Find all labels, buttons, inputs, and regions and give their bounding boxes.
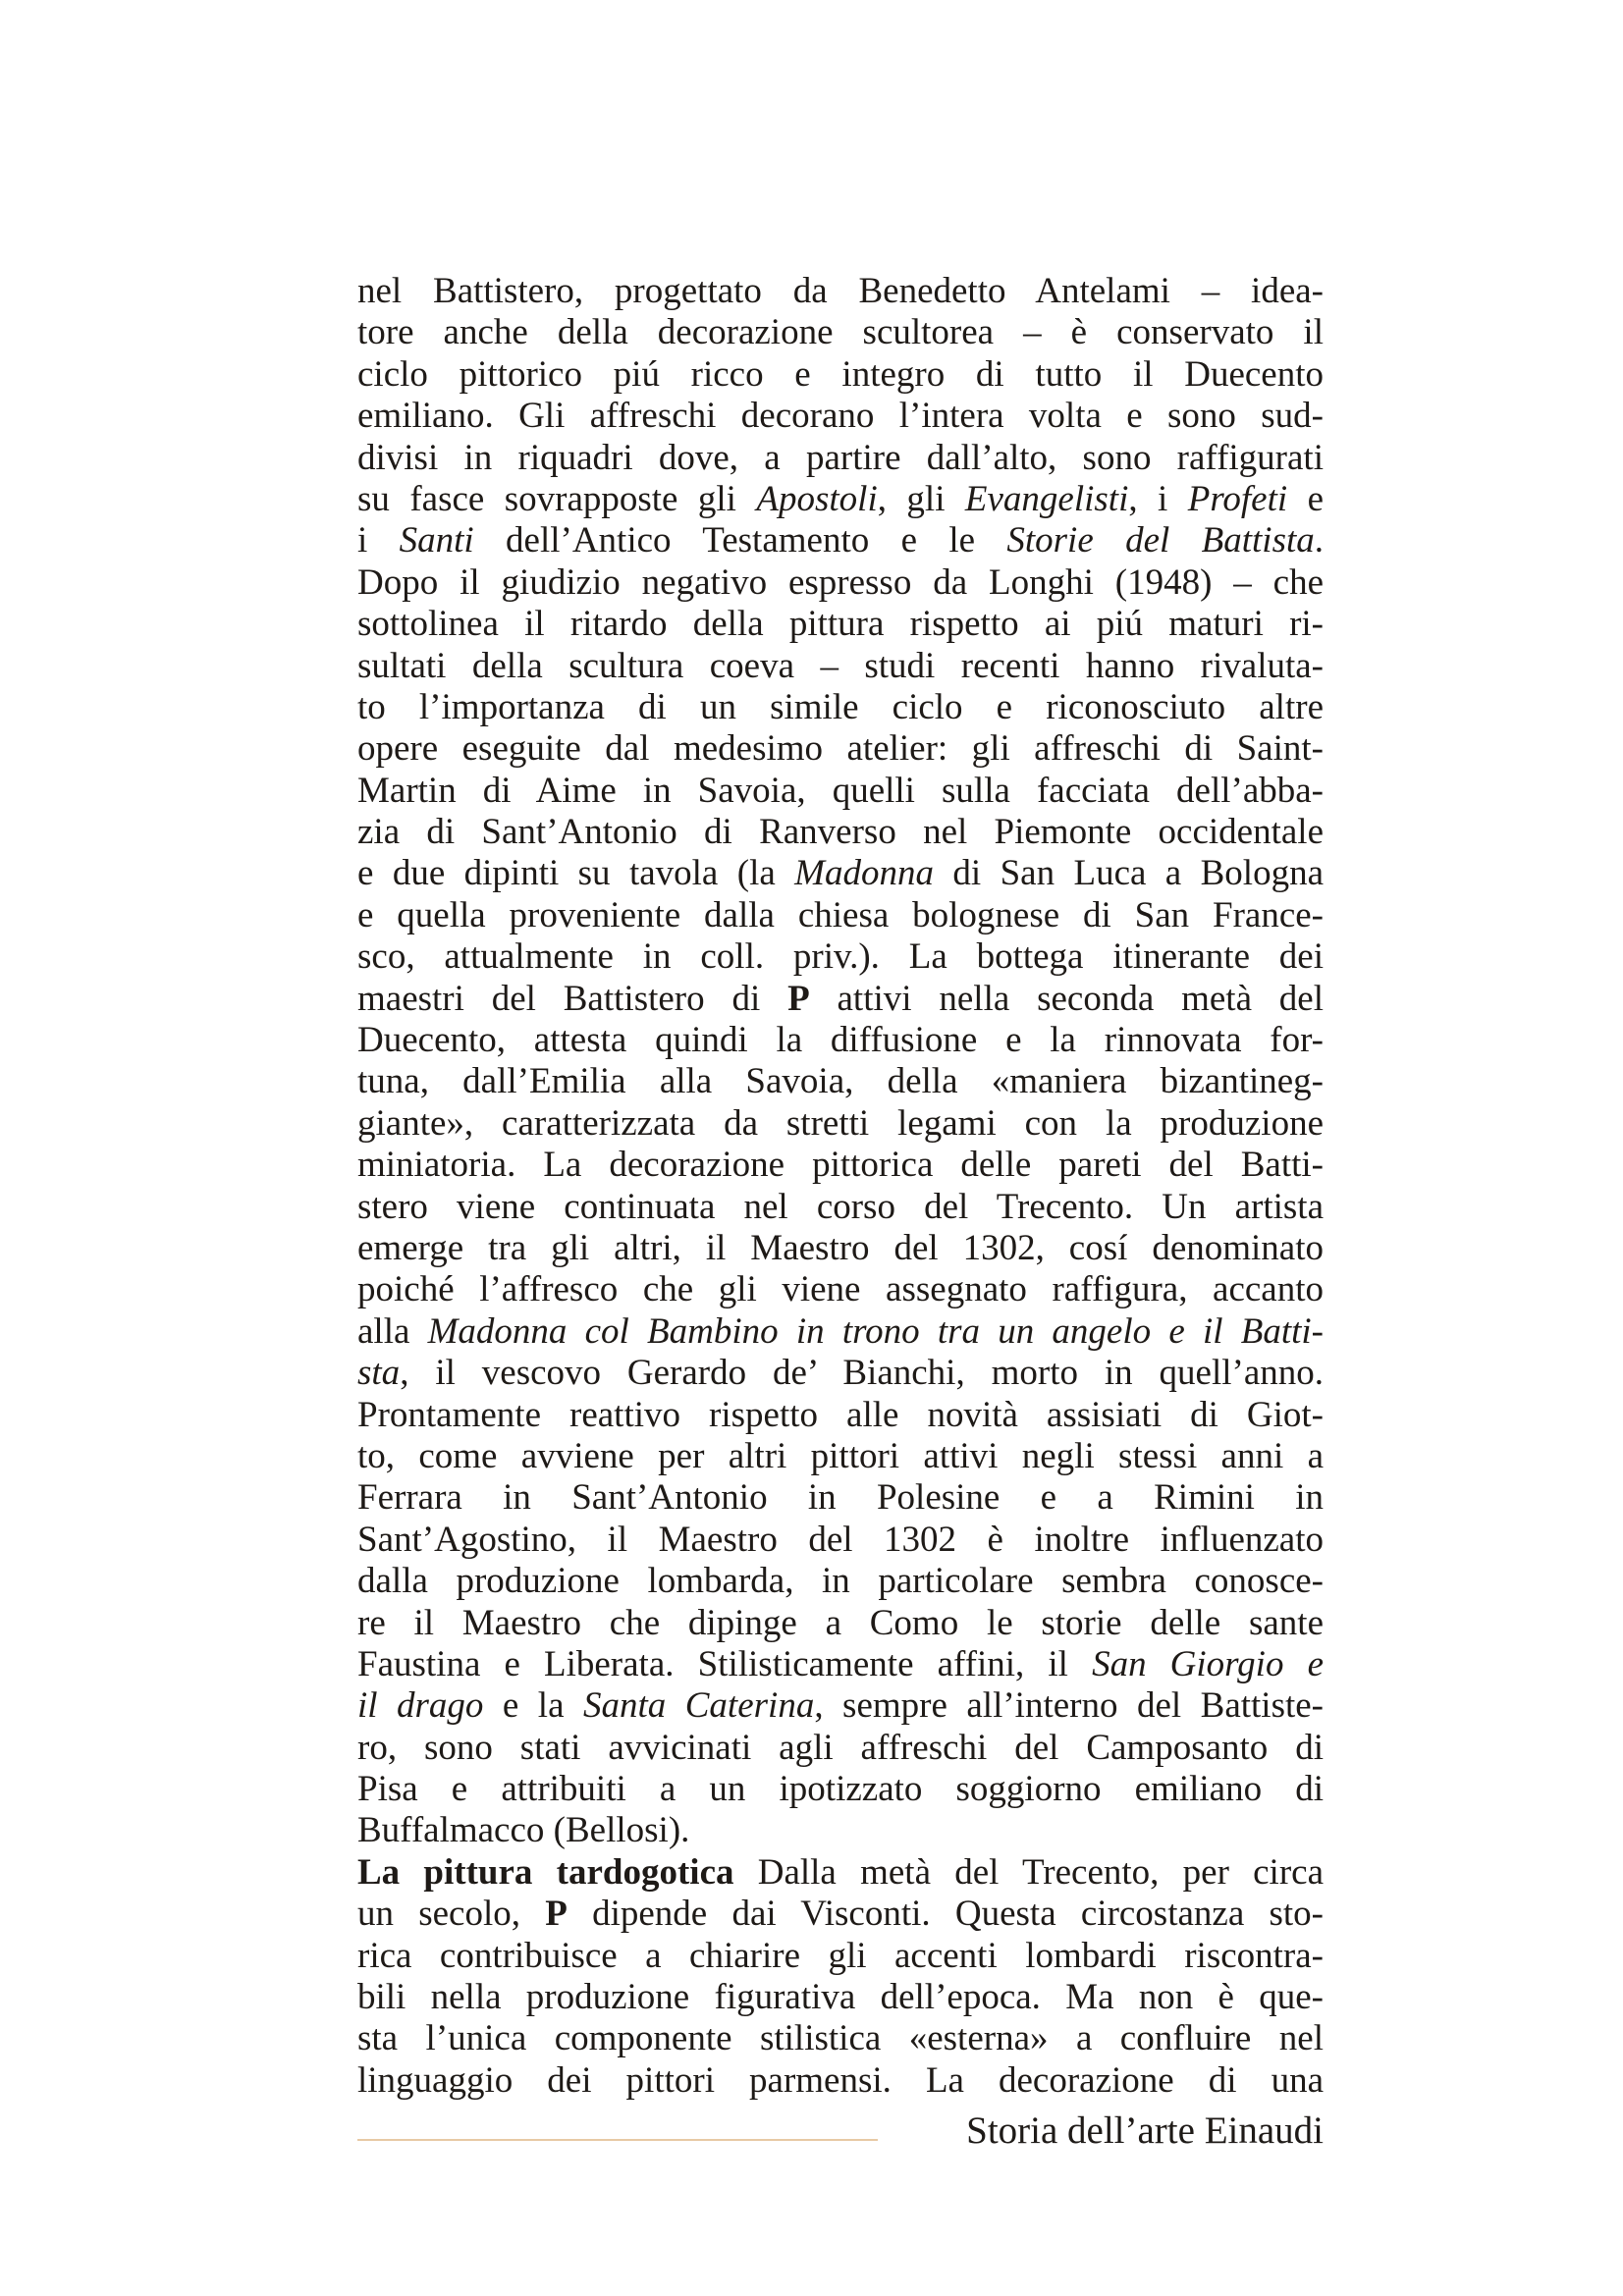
text-line	[357, 1353, 1324, 1394]
text-line	[357, 1852, 1324, 1894]
text-run: Ferrara in Sant’Antonio in Polesine e a Rimini in	[357, 1477, 1324, 1519]
text-line	[357, 1145, 1324, 1186]
text-line	[357, 1477, 1324, 1519]
text-run: un secolo,	[357, 1894, 546, 1935]
text-run: sottolinea il ritardo della pittura rispetto ai piú maturi ri-	[357, 604, 1324, 645]
main-text-column	[357, 271, 1324, 2102]
text-line	[357, 1228, 1324, 1269]
text-run: nel Battistero, progettato da Benedetto Antelami – idea-	[357, 271, 1324, 311]
text-run: rica contribuisce a chiarire gli accenti lombardi riscontra-	[357, 1935, 1324, 1976]
page-footer	[357, 2109, 1324, 2167]
text-line	[357, 1187, 1324, 1228]
text-run: bili nella produzione figurativa dell’epoca. Ma non è que-	[357, 1977, 1324, 2018]
text-run: Duecento, attesta quindi la diffusione e la rinnovata for-	[357, 1020, 1324, 1061]
text-line	[357, 2018, 1324, 2059]
text-run: Buffalmacco (Bellosi).	[357, 1810, 690, 1851]
text-line	[357, 771, 1324, 812]
text-run: divisi in riquadri dove, a partire dall’alto, sono raffigurati	[357, 437, 1324, 478]
text-run: dalla produzione lombarda, in particolare sembra conosce-	[357, 1561, 1324, 1602]
text-run: emerge tra gli altri, il Maestro del 1302, cosí denominato	[357, 1227, 1324, 1268]
text-run: sco, attualmente in coll. priv.). La bottega itinerante dei	[357, 936, 1324, 978]
footer-divider	[357, 2139, 878, 2141]
italic-text: San Giorgio e	[1092, 1643, 1324, 1684]
text-run: tore anche della decorazione scultorea – è conservato il	[357, 312, 1324, 353]
text-run: , gli	[877, 478, 965, 519]
text-run: Dalla metà del Trecento, per circa	[733, 1851, 1324, 1893]
text-run: to l’importanza di un simile ciclo e riconosciuto altre	[357, 686, 1324, 727]
text-run: .	[1314, 520, 1325, 561]
text-run: dell’Antico Testamento e le	[473, 520, 1007, 561]
text-run: miniatoria. La decorazione pittorica delle pareti del Batti-	[357, 1145, 1324, 1186]
text-run: su fasce sovrapposte gli	[357, 478, 757, 519]
text-line	[357, 936, 1324, 978]
text-run: , i	[1128, 478, 1188, 519]
text-line	[357, 2060, 1324, 2102]
text-line	[357, 1269, 1324, 1310]
text-line	[357, 1020, 1324, 1061]
text-run: to, come avviene per altri pittori attivi negli stessi anni a	[357, 1435, 1324, 1476]
text-run: attivi nella seconda metà del	[809, 978, 1325, 1019]
italic-text: il drago	[357, 1685, 484, 1727]
text-run: Pisa e attribuiti a un ipotizzato soggiorno emiliano di	[357, 1769, 1324, 1810]
text-line	[357, 1520, 1324, 1561]
text-run: ro, sono stati avvicinati agli affreschi del Camposanto di	[357, 1727, 1324, 1768]
text-run: re il Maestro che dipinge a Como le storie delle sante	[357, 1602, 1324, 1643]
text-line	[357, 853, 1324, 894]
text-line	[357, 1603, 1324, 1644]
text-line	[357, 1936, 1324, 1977]
italic-text: Apostoli	[756, 478, 878, 519]
text-run: e due dipinti su tavola (la	[357, 853, 795, 894]
text-line	[357, 604, 1324, 645]
text-line	[357, 1685, 1324, 1727]
text-run: , il vescovo Gerardo de’ Bianchi, morto in quell’anno.	[400, 1353, 1324, 1394]
italic-text: Santa Caterina	[583, 1685, 815, 1727]
text-line	[357, 479, 1324, 520]
text-line	[357, 895, 1324, 936]
text-run: zia di Sant’Antonio di Ranverso nel Piemonte occidentale	[357, 812, 1324, 853]
text-run: i	[357, 520, 400, 561]
italic-text: Santi	[399, 520, 474, 561]
text-run: poiché l’affresco che gli viene assegnato raffigura, accanto	[357, 1269, 1324, 1310]
italic-text: Storie del Battista	[1006, 520, 1315, 561]
text-line	[357, 520, 1324, 561]
text-run: , sempre all’interno del Battiste-	[814, 1685, 1324, 1727]
text-line	[357, 1061, 1324, 1102]
text-line	[357, 271, 1324, 312]
text-line	[357, 646, 1324, 687]
text-run: tuna, dall’Emilia alla Savoia, della «maniera bizantineg-	[357, 1061, 1324, 1102]
text-run: linguaggio dei pittori parmensi. La decorazione di una	[357, 2059, 1324, 2101]
text-run: Prontamente reattivo rispetto alle novità assisiati di Giot-	[357, 1394, 1324, 1435]
italic-text: Evangelisti	[964, 478, 1129, 519]
text-run: e la	[483, 1685, 583, 1727]
text-line	[357, 312, 1324, 353]
text-run: sta l’unica componente stilistica «esterna» a confluire nel	[357, 2018, 1324, 2059]
text-line	[357, 562, 1324, 604]
text-run: opere eseguite dal medesimo atelier: gli affreschi di Saint-	[357, 728, 1324, 770]
text-run: Faustina e Liberata. Stilisticamente affini, il	[357, 1643, 1093, 1684]
text-line	[357, 1436, 1324, 1477]
text-run: Sant’Agostino, il Maestro del 1302 è inoltre influenzato	[357, 1519, 1324, 1560]
text-run: emiliano. Gli affreschi decorano l’intera volta e sono sud-	[357, 396, 1324, 437]
text-line	[357, 728, 1324, 770]
text-line	[357, 1810, 1324, 1851]
text-line	[357, 1395, 1324, 1436]
text-run: giante», caratterizzata da stretti legami con la produzione	[357, 1102, 1324, 1144]
text-run: Martin di Aime in Savoia, quelli sulla facciata dell’abba-	[357, 770, 1324, 811]
text-run: Dopo il giudizio negativo espresso da Longhi (1948) – che	[357, 561, 1324, 603]
italic-text: Profeti	[1187, 478, 1288, 519]
text-line	[357, 1894, 1324, 1935]
text-line	[357, 1644, 1324, 1685]
footer-book-title: Storia dell’arte Einaudi	[966, 2109, 1324, 2152]
text-line	[357, 354, 1324, 396]
text-line	[357, 687, 1324, 728]
text-line	[357, 1561, 1324, 1602]
text-line	[357, 396, 1324, 437]
text-line	[357, 1977, 1324, 2018]
bold-text: P	[545, 1894, 568, 1935]
text-run: e	[1287, 478, 1325, 519]
text-line	[357, 1769, 1324, 1810]
bold-text: La pittura tardogotica	[357, 1851, 734, 1893]
text-line	[357, 1728, 1324, 1769]
text-run: ciclo pittorico piú ricco e integro di tutto il Duecento	[357, 353, 1324, 395]
text-run: stero viene continuata nel corso del Trecento. Un artista	[357, 1186, 1324, 1227]
italic-text: sta	[357, 1353, 401, 1394]
text-line	[357, 1103, 1324, 1145]
text-run: alla	[357, 1310, 428, 1352]
text-run: sultati della scultura coeva – studi recenti hanno rivaluta-	[357, 645, 1324, 686]
text-run: dipende dai Visconti. Questa circostanza sto-	[567, 1894, 1324, 1935]
text-line	[357, 812, 1324, 853]
text-line	[357, 438, 1324, 479]
bold-text: P	[787, 978, 810, 1019]
text-run: di San Luca a Bologna	[934, 853, 1325, 894]
text-line	[357, 979, 1324, 1020]
text-run: e quella proveniente dalla chiesa bolognese di San France-	[357, 894, 1324, 935]
italic-text: Madonna col Bambino in trono tra un angelo e il Batti-	[427, 1310, 1324, 1352]
text-line	[357, 1311, 1324, 1353]
text-run: maestri del Battistero di	[357, 978, 788, 1019]
italic-text: Madonna	[794, 853, 934, 894]
